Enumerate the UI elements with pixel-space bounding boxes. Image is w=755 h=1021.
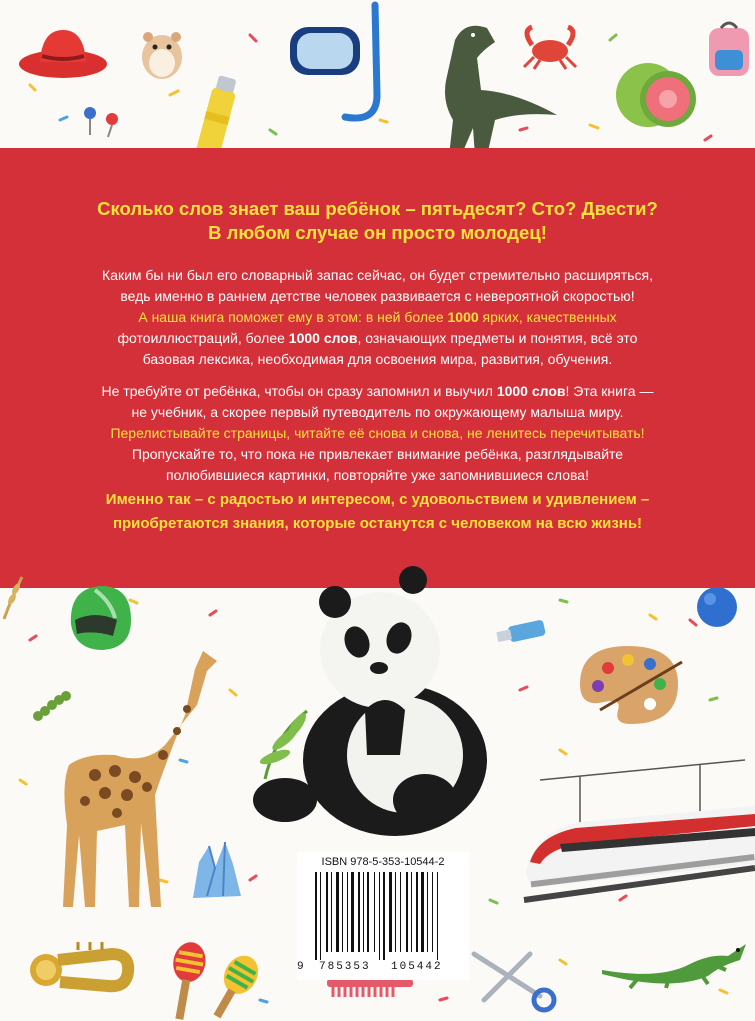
- barcode-right-group: 105442: [391, 961, 443, 973]
- push-pins-icon: [80, 105, 125, 140]
- barcode-bar: [383, 872, 385, 960]
- hamster-icon: [140, 25, 185, 80]
- advice-line-4: Пропускайте то, что пока не привлекает внимание ребёнка, разглядывайте: [131, 446, 624, 462]
- barcode-bar: [342, 872, 343, 952]
- advice-line-2: не учебник, а скорее первый путеводитель по окружающему малыша миру.: [131, 404, 624, 420]
- barcode-bar: [347, 872, 348, 952]
- barcode-left-group: 785353: [319, 961, 371, 973]
- barcode-bar: [432, 872, 433, 952]
- barcode-bar: [437, 872, 438, 960]
- barcode-bar: [421, 872, 424, 952]
- advice-line-1: [40, 381, 715, 402]
- intro-line-4-start: фотоиллюстраций, более: [117, 330, 289, 346]
- closing-line-2: приобретаются знания, которые останутся с человеком на всю жизнь!: [112, 515, 643, 532]
- advice-count-words: 1000 слов: [496, 383, 566, 399]
- intro-count-words: 1000 слов: [288, 330, 358, 346]
- headline: [40, 197, 715, 245]
- headline-line-2: В любом случае он просто молодец!: [208, 222, 547, 243]
- barcode-bar: [416, 872, 418, 952]
- crab-icon: [520, 25, 580, 70]
- intro-line-4-end: , означающих предметы и понятия, всё это: [357, 330, 638, 346]
- barcode-bar: [379, 872, 380, 960]
- headline-line-1: Сколько слов знает ваш ребёнок – пятьдесят? Сто? Двести?: [97, 198, 658, 219]
- barcode-bars: [305, 872, 461, 960]
- hat-icon: [18, 22, 108, 82]
- barcode-bar: [411, 872, 412, 952]
- intro-line-5: базовая лексика, необходимая для освоения мира, развития, обучения.: [142, 351, 613, 367]
- advice-line-3: Перелистывайте страницы, читайте её снова и снова, не ленитесь перечитывать!: [110, 425, 645, 441]
- barcode-bar: [367, 872, 369, 952]
- snorkel-mask-icon: [285, 5, 395, 130]
- isbn-number: ISBN 978-5-353-10544-2: [321, 856, 445, 868]
- barcode-bar: [427, 872, 428, 952]
- barcode-bar: [315, 872, 317, 960]
- panda-icon: [255, 560, 495, 840]
- barcode-bar: [389, 872, 392, 952]
- barcode: [297, 852, 469, 980]
- barcode-bar: [351, 872, 354, 952]
- helmet-icon: [65, 580, 135, 655]
- intro-line-1: Каким бы ни был его словарный запас сейчас, он будет стремительно расширяться,: [102, 267, 653, 283]
- intro-count-1000: 1000: [447, 309, 479, 325]
- lizard-icon: [600, 930, 750, 990]
- guava-icon: [610, 55, 700, 135]
- crystal-icon: [185, 838, 245, 903]
- barcode-bar: [326, 872, 328, 952]
- advice-paragraph: [40, 381, 715, 486]
- ball-icon: [695, 585, 740, 630]
- closing-statement: [40, 488, 715, 536]
- intro-line-3-start: А наша книга поможет ему в этом: в ней более: [138, 309, 448, 325]
- barcode-bar: [400, 872, 401, 952]
- barcode-bar: [320, 872, 321, 960]
- barcode-bar: [363, 872, 364, 952]
- intro-line-4: [40, 328, 715, 349]
- closing-line-1: Именно так – с радостью и интересом, с удовольствием и удивлением –: [105, 491, 650, 508]
- barcode-bar: [374, 872, 375, 952]
- barcode-bar: [336, 872, 339, 952]
- barcode-bar: [358, 872, 360, 952]
- barcode-bar: [331, 872, 332, 952]
- backpack-icon: [705, 18, 753, 78]
- barcode-bar: [395, 872, 396, 952]
- intro-line-3-end: ярких, качественных: [478, 309, 617, 325]
- wheat-icon: [0, 575, 25, 620]
- scissors-icon: [470, 950, 560, 1015]
- maracas-icon: [168, 940, 263, 1020]
- train-icon: [520, 760, 755, 925]
- intro-line-2: ведь именно в раннем детстве человек развивается с невероятной скоростью!: [120, 288, 635, 304]
- barcode-first-digit: 9: [297, 961, 306, 973]
- barcode-bar: [406, 872, 408, 952]
- intro-line-3: [40, 307, 715, 328]
- tuba-icon: [28, 940, 133, 1000]
- advice-line-5: полюбившиеся картинки, повторяйте уже запомнившиеся слова!: [166, 467, 589, 483]
- palette-icon: [570, 640, 685, 730]
- intro-paragraph: [40, 265, 715, 370]
- usb-drive-icon: [495, 618, 550, 648]
- advice-line-1-start: Не требуйте от ребёнка, чтобы он сразу запомнил и выучил: [101, 383, 497, 399]
- advice-line-1-end: ! Эта книга —: [565, 383, 654, 399]
